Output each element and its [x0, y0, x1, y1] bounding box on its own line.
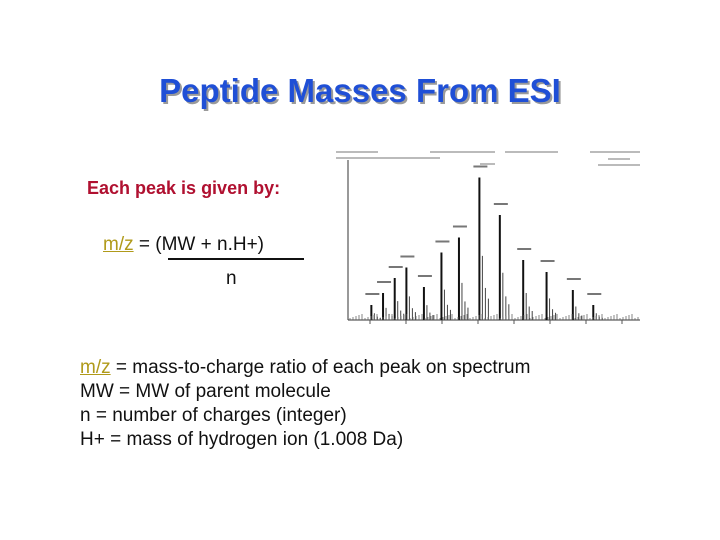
- peak-label: [400, 256, 414, 258]
- definition-mw: MW = MW of parent molecule: [80, 381, 331, 402]
- equation-denominator: n: [226, 268, 237, 289]
- spectrum-header: [336, 152, 640, 165]
- definition-text: = mass-to-charge ratio of each peak on spectrum: [110, 357, 531, 378]
- fraction-bar: [168, 258, 304, 260]
- peak-label: [517, 248, 531, 250]
- equation-numerator: [103, 234, 264, 256]
- x-ticks: [370, 320, 622, 324]
- definition-mz: [80, 356, 530, 380]
- peak-label: [453, 226, 467, 228]
- peak-label: [541, 260, 555, 262]
- spectrum-peaks: [350, 166, 638, 321]
- equation-intro: Each peak is given by:: [87, 178, 281, 198]
- numerator-text: = (MW + n.H+): [133, 234, 264, 255]
- peak-label: [587, 293, 601, 295]
- peak-label: [494, 203, 508, 205]
- peak-label: [473, 166, 487, 168]
- peak-label: [418, 275, 432, 277]
- peak-label: [365, 293, 379, 295]
- peak-label: [435, 241, 449, 243]
- mass-spectrum-image: [330, 140, 655, 335]
- mz-term-def: m/z: [80, 357, 111, 378]
- peak-label: [377, 281, 391, 283]
- slide-title: Peptide Masses From ESI: [159, 72, 561, 109]
- definition-n: n = number of charges (integer): [80, 405, 347, 426]
- peak-label: [567, 278, 581, 280]
- definition-h: H+ = mass of hydrogen ion (1.008 Da): [80, 429, 404, 450]
- peak-label: [389, 266, 403, 268]
- definitions-list: [80, 356, 530, 452]
- mz-term: m/z: [103, 234, 134, 255]
